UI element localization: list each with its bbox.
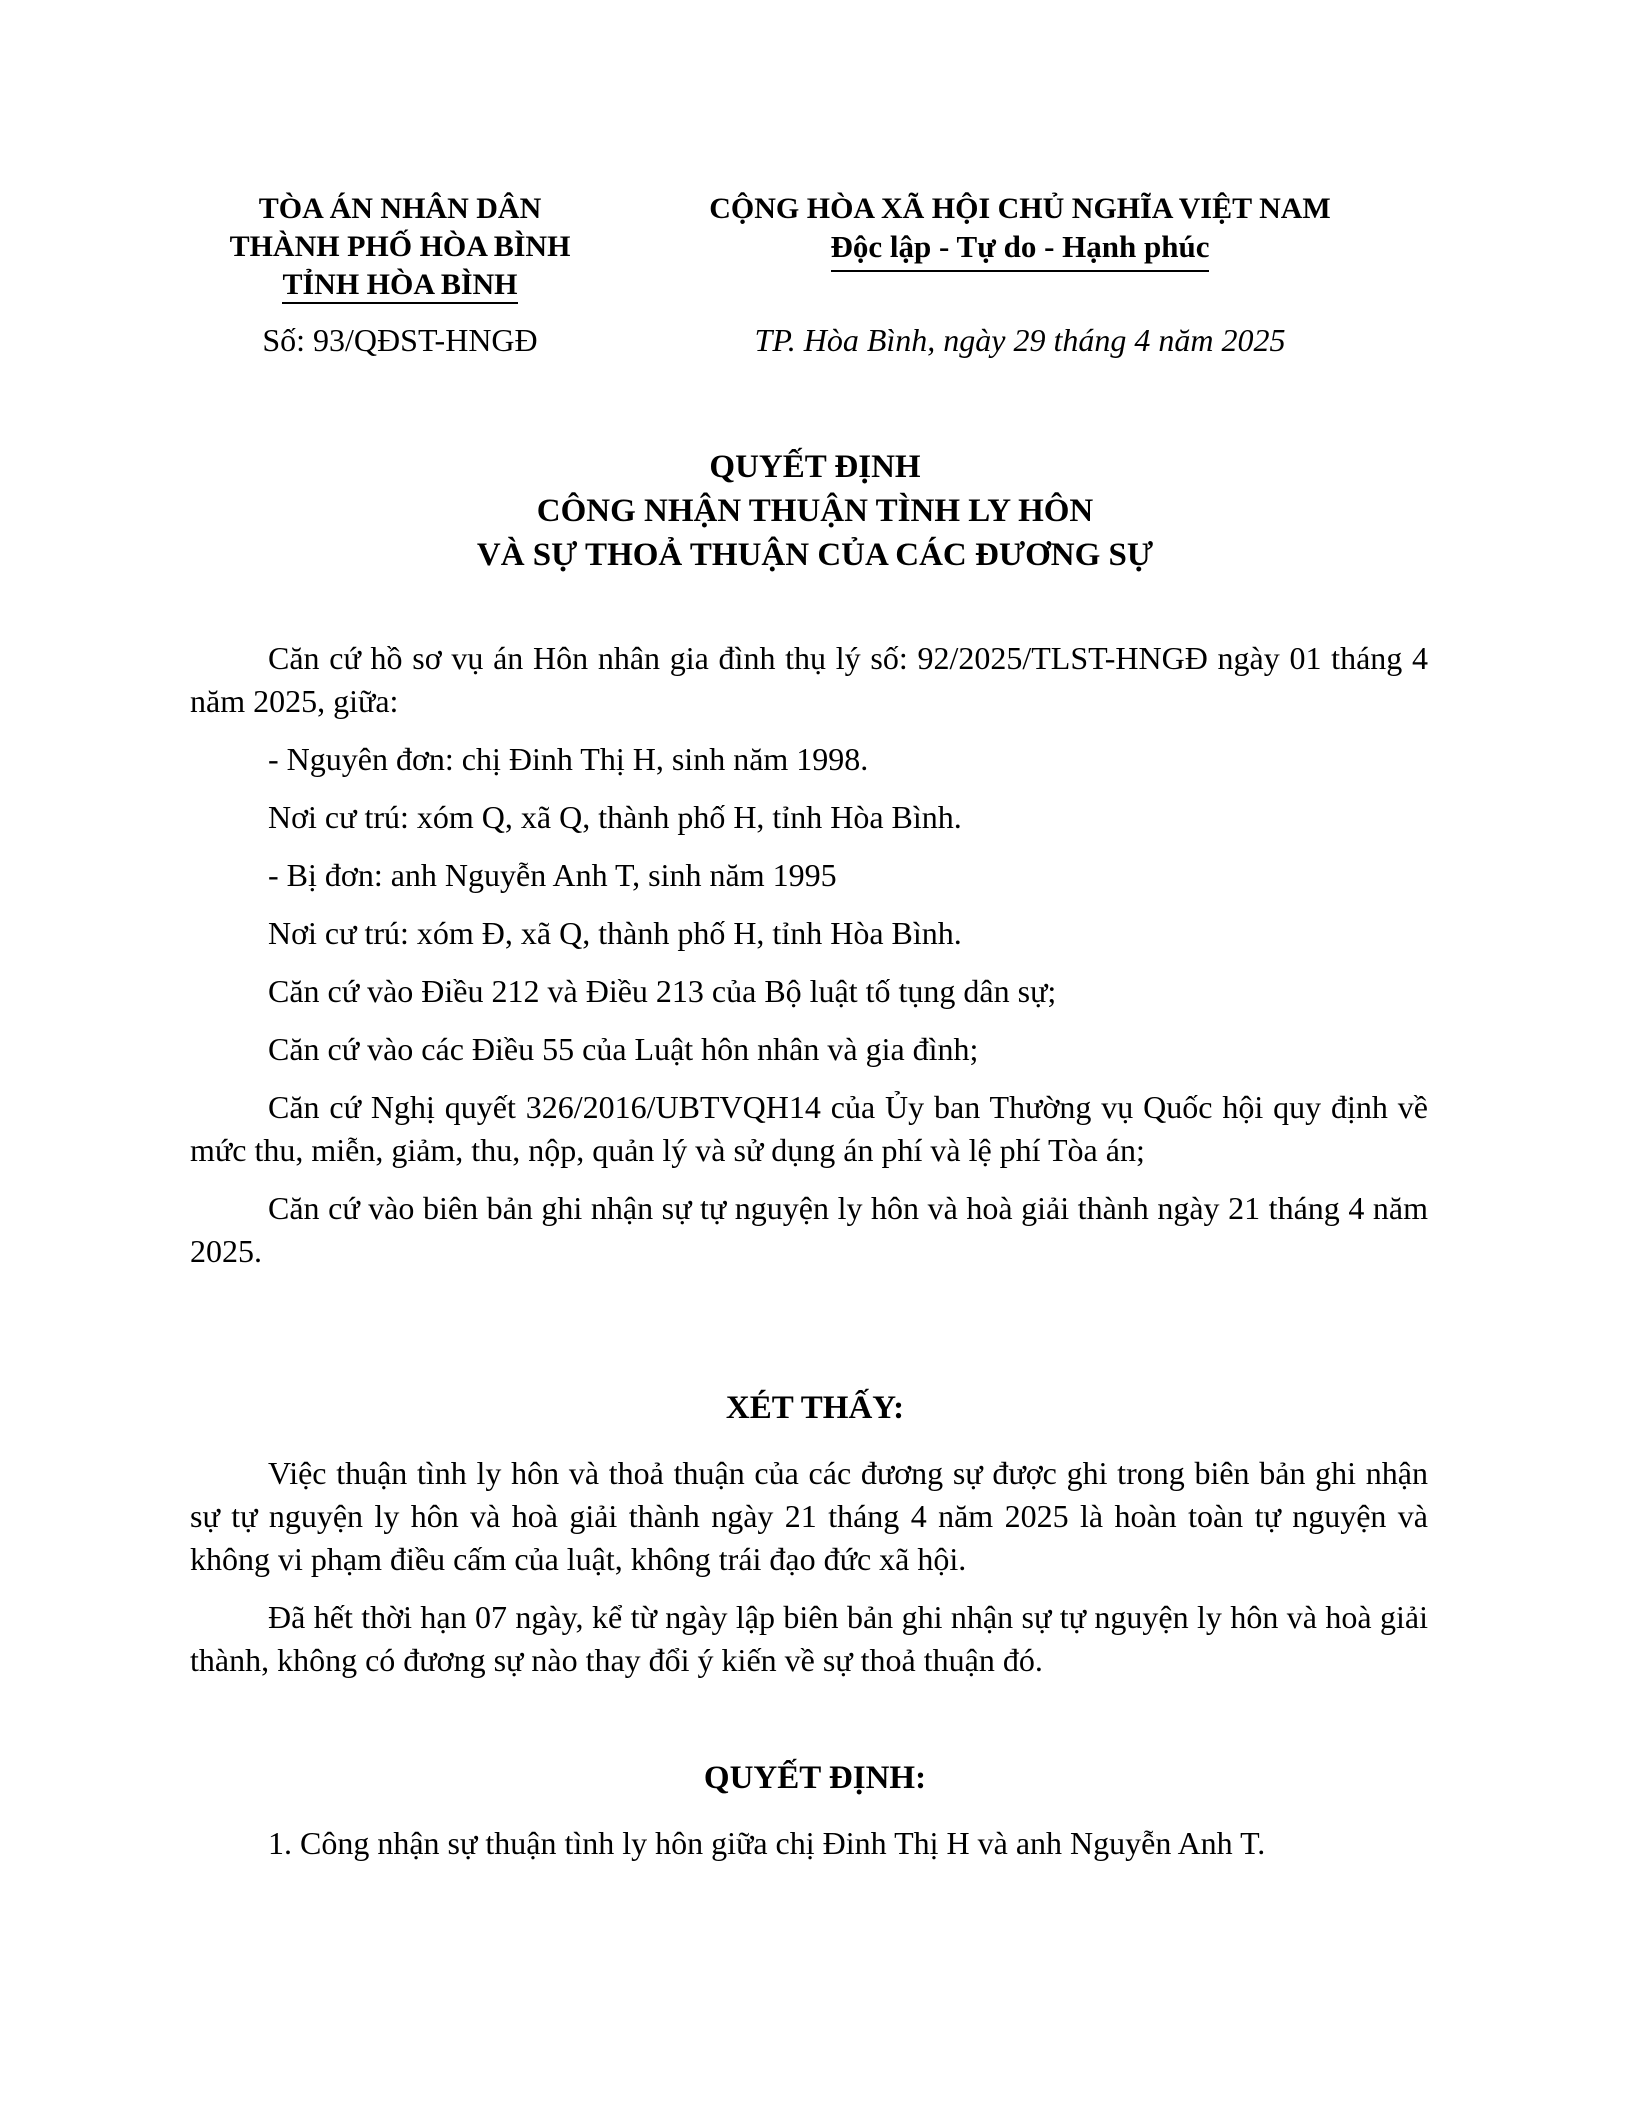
basis-plaintiff: - Nguyên đơn: chị Đinh Thị H, sinh năm 1998. bbox=[268, 741, 869, 777]
national-motto: Độc lập - Tự do - Hạnh phúc bbox=[831, 228, 1210, 272]
court-header bbox=[190, 190, 610, 304]
basis-resolution: Căn cứ Nghị quyết 326/2016/UBTVQH14 của Ủy ban Thường vụ Quốc hội quy định về mức thu, miễn, giảm, thu, nộp, quản lý và sử dụng án phí và lệ phí Tòa án; bbox=[190, 1089, 1428, 1168]
national-header bbox=[660, 190, 1380, 272]
decision-heading: QUYẾT ĐỊNH: bbox=[703, 1760, 927, 1796]
court-name-line2: THÀNH PHỐ HÒA BÌNH bbox=[229, 230, 571, 263]
basis-paragraph-case: Căn cứ hồ sơ vụ án Hôn nhân gia đình thụ lý số: 92/2025/TLST-HNGĐ ngày 01 tháng 4 năm 2025, giữa: bbox=[190, 640, 1428, 719]
basis-defendant: - Bị đơn: anh Nguyễn Anh T, sinh năm 1995 bbox=[268, 857, 837, 893]
basis-civil-procedure: Căn cứ vào Điều 212 và Điều 213 của Bộ luật tố tụng dân sự; bbox=[268, 973, 1057, 1009]
findings-heading: XÉT THẤY: bbox=[725, 1390, 905, 1426]
basis-reconciliation-record: Căn cứ vào biên bản ghi nhận sự tự nguyện ly hôn và hoà giải thành ngày 21 tháng 4 năm 2025. bbox=[190, 1190, 1428, 1269]
findings-body bbox=[190, 1452, 1428, 1682]
court-name-line3: TỈNH HÒA BÌNH bbox=[282, 268, 517, 304]
findings-paragraph-1: Việc thuận tình ly hôn và thoả thuận của các đương sự được ghi trong biên bản ghi nhận sự tự nguyện ly hôn và hoà giải thành ngày 21 tháng 4 năm 2025 là hoàn toàn tự nguyện và không vi phạm điều cấm của luật, không trái đạo đức xã hội. bbox=[190, 1455, 1428, 1577]
title-line3: VÀ SỰ THOẢ THUẬN CỦA CÁC ĐƯƠNG SỰ bbox=[476, 537, 1154, 573]
document-number: Số: 93/QĐST-HNGĐ bbox=[262, 322, 538, 358]
republic-name: CỘNG HÒA XÃ HỘI CHỦ NGHĨA VIỆT NAM bbox=[709, 192, 1331, 225]
basis-plaintiff-residence: Nơi cư trú: xóm Q, xã Q, thành phố H, tỉnh Hòa Bình. bbox=[268, 799, 962, 835]
decision-body bbox=[190, 1822, 1428, 1865]
document-title bbox=[190, 445, 1440, 577]
title-line1: QUYẾT ĐỊNH bbox=[709, 449, 921, 485]
legal-basis bbox=[190, 637, 1428, 1273]
title-line2: CÔNG NHẬN THUẬN TÌNH LY HÔN bbox=[536, 493, 1094, 529]
place-and-date: TP. Hòa Bình, ngày 29 tháng 4 năm 2025 bbox=[754, 322, 1286, 358]
decision-item-1: 1. Công nhận sự thuận tình ly hôn giữa chị Đinh Thị H và anh Nguyễn Anh T. bbox=[268, 1825, 1266, 1861]
court-name-line1: TÒA ÁN NHÂN DÂN bbox=[258, 192, 542, 225]
basis-defendant-residence: Nơi cư trú: xóm Đ, xã Q, thành phố H, tỉnh Hòa Bình. bbox=[268, 915, 962, 951]
basis-marriage-law: Căn cứ vào các Điều 55 của Luật hôn nhân và gia đình; bbox=[268, 1031, 979, 1067]
findings-paragraph-2: Đã hết thời hạn 07 ngày, kể từ ngày lập biên bản ghi nhận sự tự nguyện ly hôn và hoà giải thành, không có đương sự nào thay đổi ý kiến về sự thoả thuận đó. bbox=[190, 1599, 1428, 1678]
